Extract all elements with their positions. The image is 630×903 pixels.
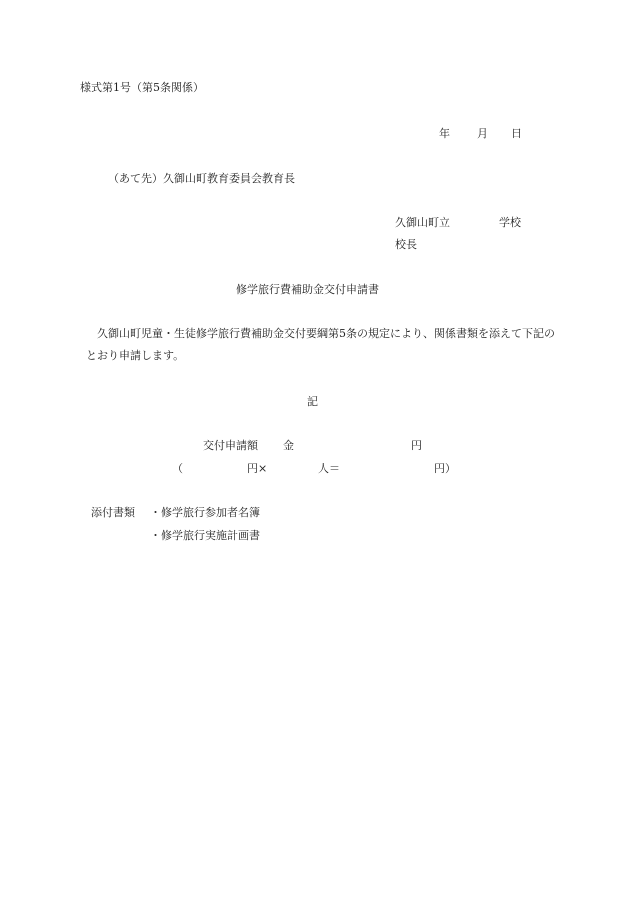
addressee: （あて先）久御山町教育委員会教育長 (108, 172, 295, 185)
calc-yen-close: 円） (434, 462, 456, 475)
principal-label: 校長 (395, 238, 417, 251)
calc-yen-times: 円× (247, 462, 268, 475)
amount-label: 交付申請額 (203, 439, 258, 452)
date-year-label: 年 (439, 127, 450, 140)
ki-label: 記 (307, 395, 318, 408)
calc-open-paren: （ (172, 462, 183, 475)
calc-people-equals: 人＝ (318, 462, 340, 475)
amount-kin-label: 金 (283, 439, 294, 452)
attachments-label: 添付書類 (91, 506, 135, 519)
form-number-label: 様式第1号（第5条関係） (80, 81, 204, 94)
attachment-item: ・修学旅行実施計画書 (150, 529, 260, 542)
date-month-label: 月 (477, 127, 488, 140)
school-name-prefix: 久御山町立 (395, 216, 450, 229)
body-paragraph (86, 323, 556, 367)
document-title: 修学旅行費補助金交付申請書 (236, 283, 379, 296)
amount-yen-label: 円 (411, 439, 422, 452)
attachment-item: ・修学旅行参加者名簿 (150, 506, 260, 519)
date-day-label: 日 (511, 127, 522, 140)
body-paragraph-text: 久御山町児童・生徒修学旅行費補助金交付要綱第5条の規定により、関係書類を添えて下記のとおり申請します。 (86, 327, 555, 362)
school-name-suffix: 学校 (499, 216, 521, 229)
